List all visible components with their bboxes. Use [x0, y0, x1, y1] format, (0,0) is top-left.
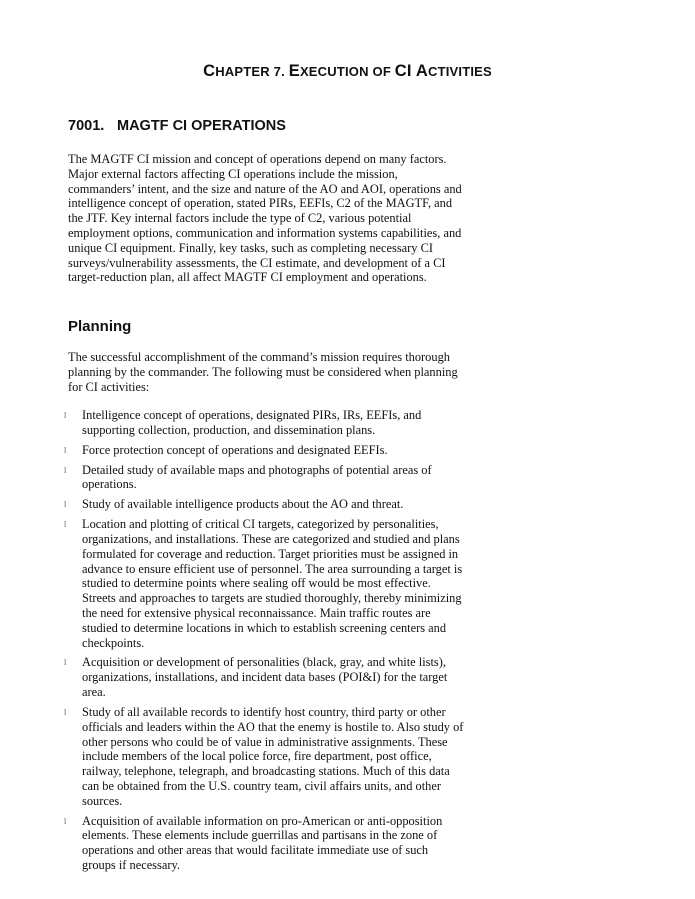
list-item-text: Acquisition of available information on pro-American or anti-opposition elements. These elements include guerrillas and partisans in the zone of operations and other areas that would facilitate immediate use of such groups if necessary. [82, 813, 443, 872]
list-item [64, 517, 464, 650]
chapter-title-part: CI [394, 62, 416, 80]
section-heading [68, 118, 286, 134]
bullet-icon: l [64, 520, 67, 530]
list-item [64, 705, 464, 809]
planning-paragraph: The successful accomplishment of the command’s mission requires thorough planning by the commander. The following must be considered when planning for CI activities: [68, 350, 458, 394]
bullet-icon: l [64, 411, 67, 420]
section-number: 7001. [68, 118, 105, 134]
chapter-title-part: A [415, 62, 428, 80]
list-item [64, 655, 464, 699]
list-item [64, 408, 464, 438]
list-item [64, 814, 464, 873]
list-item-text: Study of available intelligence products about the AO and threat. [82, 497, 404, 512]
planning-bullet-list [64, 408, 464, 878]
bullet-icon: l [64, 816, 67, 826]
list-item-text: Force protection concept of operations and designated EEFIs. [82, 442, 388, 457]
chapter-title [0, 62, 695, 81]
list-item [64, 497, 464, 512]
bullet-icon: l [64, 445, 67, 455]
list-item [64, 443, 464, 458]
chapter-title-part: C [203, 62, 216, 80]
list-item-text: Acquisition or development of personalities (black, gray, and white lists), organizations, installations, and incident data bases (POI&I) for the target area. [82, 655, 448, 700]
chapter-title-part: CTIVITIES [428, 64, 492, 79]
chapter-title-part: E [288, 62, 300, 80]
bullet-icon: l [64, 658, 67, 668]
list-item-text: Location and plotting of critical CI targets, categorized by personalities, organizations, and installations. These are categorized and studied and plans formulated for coverage and reduction. Target priorities must be assigned in advance to ensure efficient use of personnel. The area surrounding a target is studied to determine points where sealing off would be most effective. Streets and approaches to targets are studied thoroughly, thereby minimizing the need for extensive physical reconnaissance. Main traffic routes are studied to determine locations in which to establish screening centers and checkpoints. [82, 517, 463, 650]
section-title: MAGTF CI OPERATIONS [117, 118, 286, 134]
chapter-title-part: HAPTER 7. [215, 64, 289, 79]
intro-paragraph: The MAGTF CI mission and concept of operations depend on many factors. Major external factors affecting CI operations include the mission, commanders’ intent, and the size and nature of the AO and AOI, operations and intelligence concept of operation, stated PIRs, EEFIs, C2 of the MAGTF, and the JTF. Key internal factors include the type of C2, various potential employment options, communication and information systems capabilities, and unique CI equipment. Finally, key tasks, such as completing necessary CI surveys/vulnerability assessments, the CI estimate, and development of a CI target-reduction plan, all affect MAGTF CI employment and operations. [68, 152, 462, 285]
bullet-icon: l [64, 500, 67, 510]
bullet-icon: l [64, 465, 67, 475]
chapter-title-part: XECUTION OF [299, 64, 395, 79]
list-item-text: Intelligence concept of operations, designated PIRs, IRs, EEFIs, and supporting collection, production, and dissemination plans. [82, 408, 422, 437]
planning-heading: Planning [68, 318, 132, 335]
list-item-text: Study of all available records to identify host country, third party or other officials and leaders within the AO that the enemy is hostile to. Also study of other persons who could be of value in administrative assignments. These include members of the local police force, fire department, post office, railway, telephone, telegraph, and broadcasting stations. Much of this data can be obtained from the U.S. country team, civil affairs units, and other sources. [82, 704, 464, 808]
list-item-text: Detailed study of available maps and photographs of potential areas of operations. [82, 462, 432, 492]
bullet-icon: l [64, 707, 67, 717]
list-item [64, 463, 464, 493]
